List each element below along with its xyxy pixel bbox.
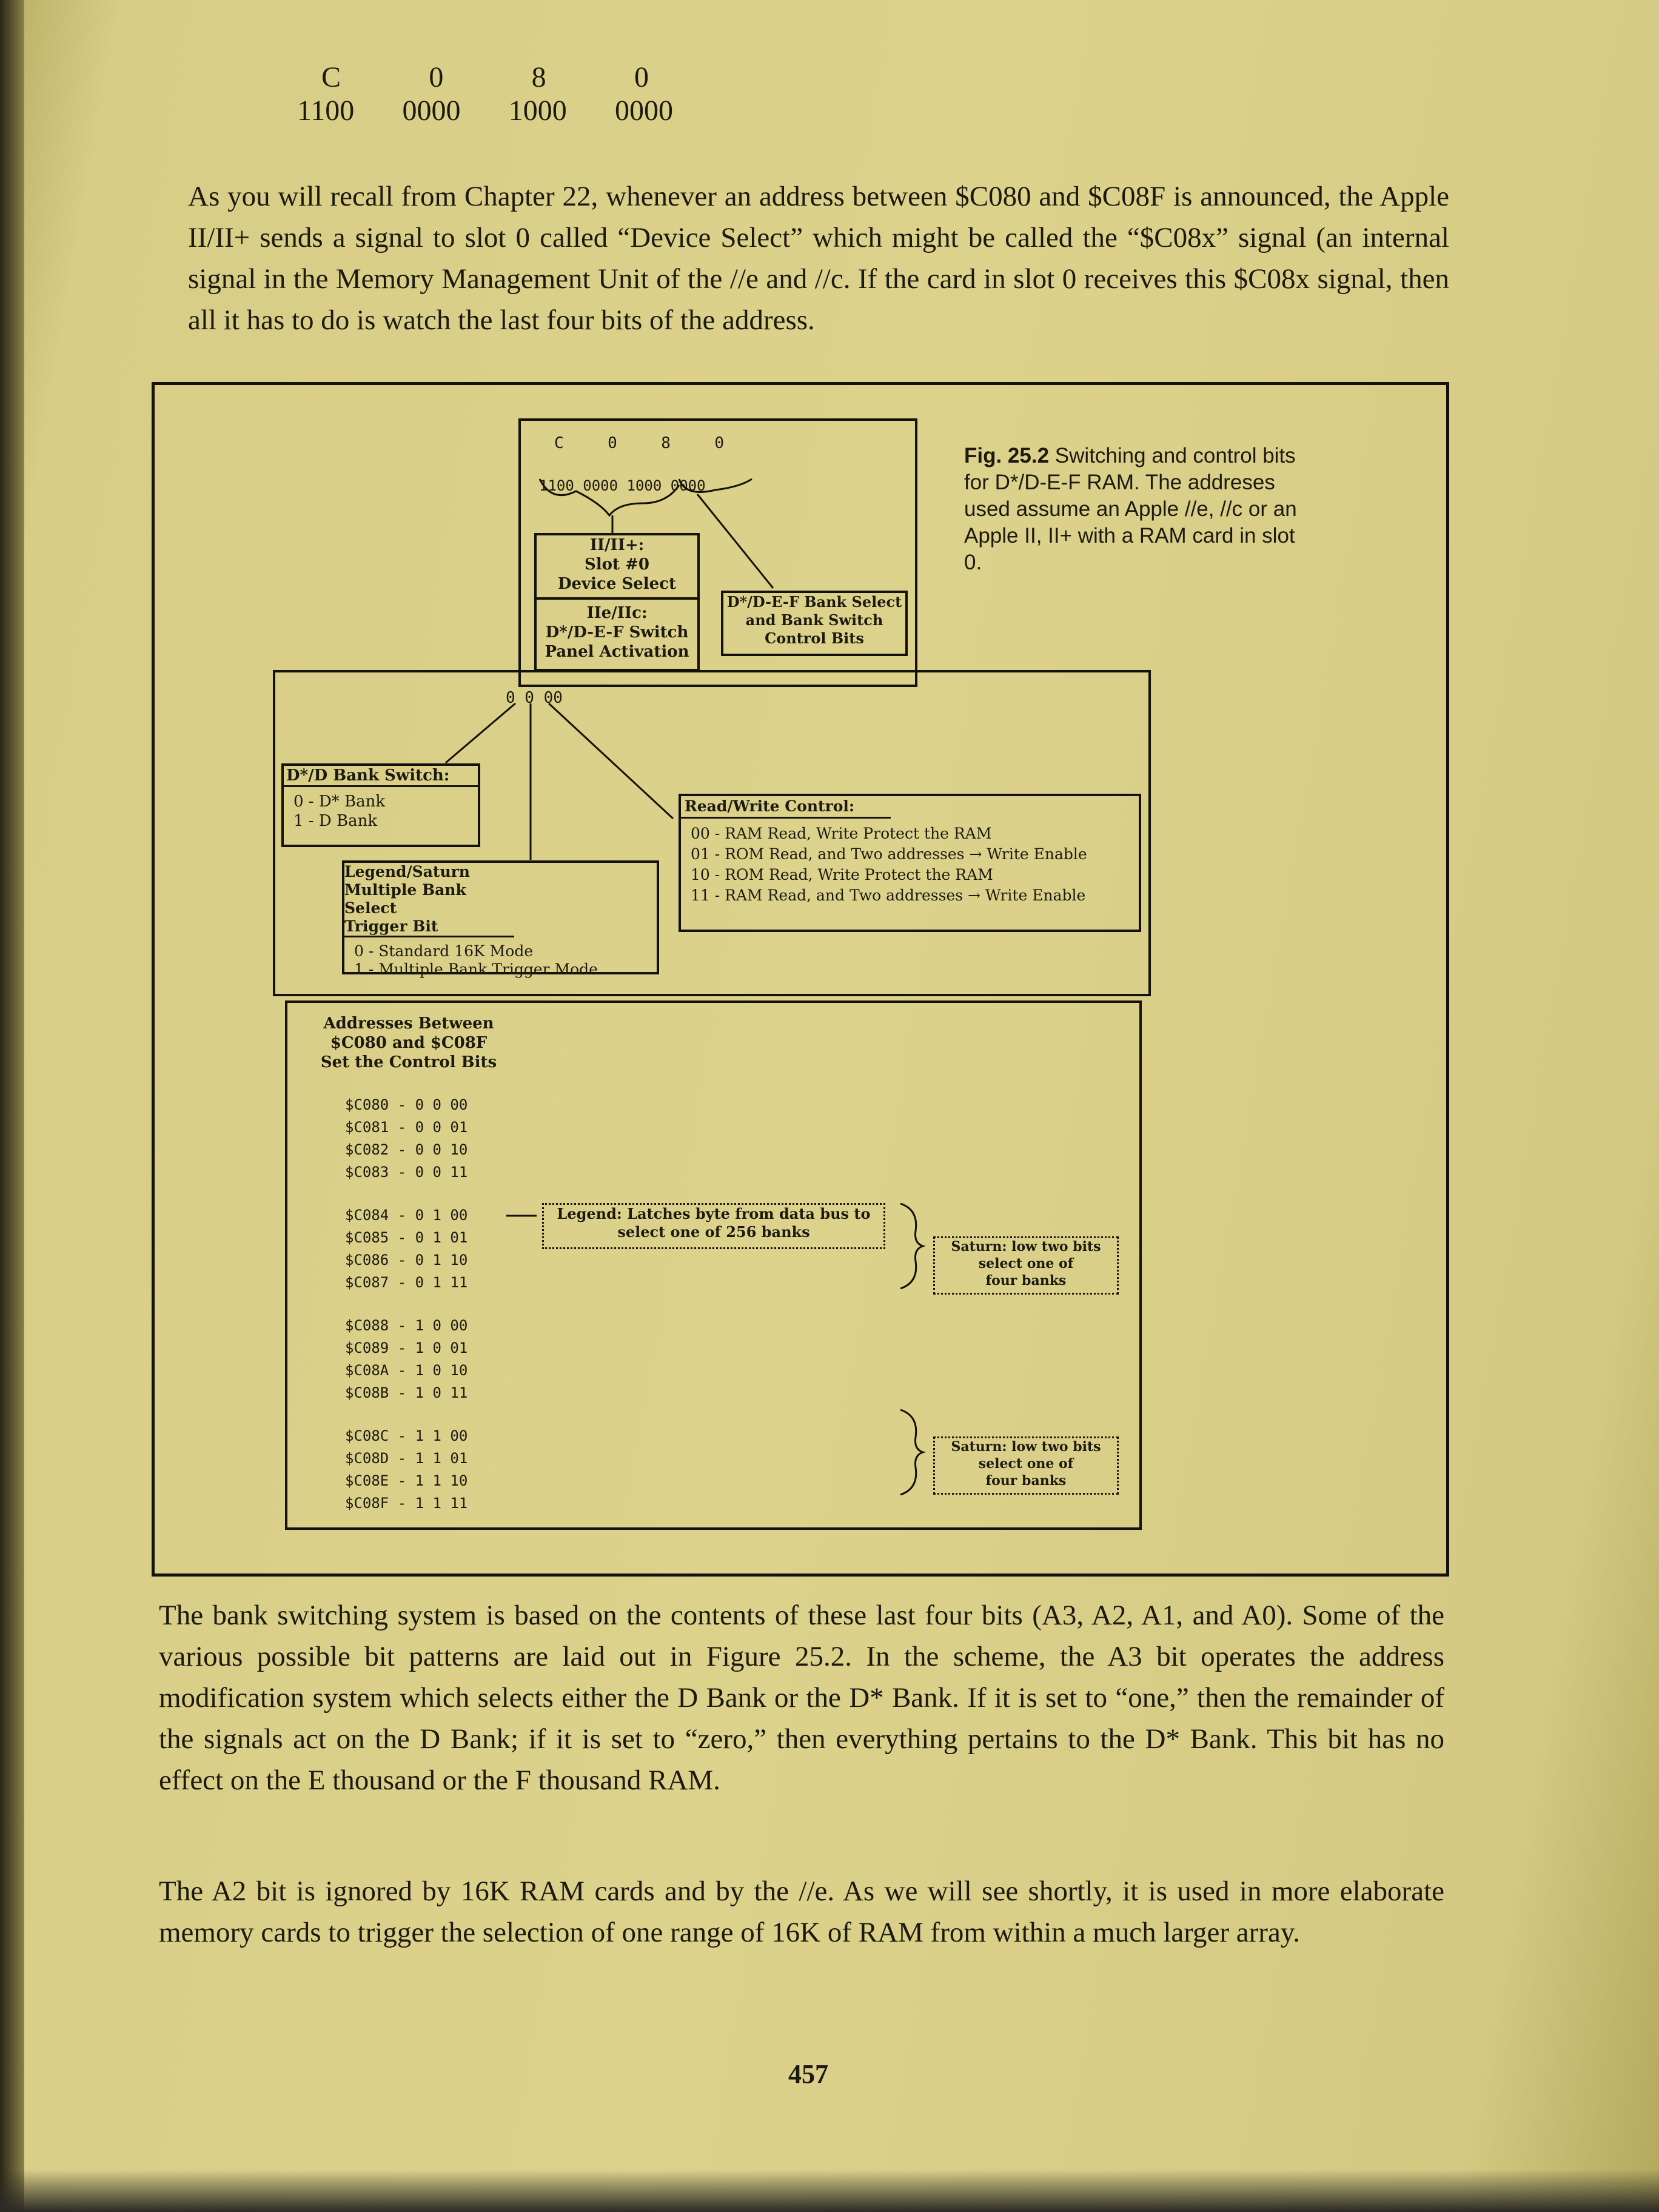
binary-nibble: 0000 bbox=[614, 95, 673, 127]
hex-letter: 8 bbox=[531, 61, 546, 93]
top-binary: 1100 0000 1000 0000 bbox=[539, 477, 706, 494]
bank-select-line: Control Bits bbox=[765, 629, 864, 647]
hex-letter: 0 bbox=[634, 61, 649, 93]
address-row: $C089 - 1 0 01 bbox=[345, 1339, 468, 1356]
paragraph-intro: As you will recall from Chapter 22, whenever an address between $C080 and $C08F is announced, the Apple II/II+ sends a signal to slot 0 called “Device Select” which might be called the “$C08x” signal (an internal signal in the Memory Management Unit of the //e and //c. If the card in slot 0 receives this $C08x signal, then all it has to do is watch the last four bits of the address. bbox=[188, 181, 1449, 336]
legend-saturn-item: 1 - Multiple Bank Trigger Mode bbox=[354, 960, 598, 978]
address-row: $C088 - 1 0 00 bbox=[345, 1317, 468, 1334]
bank-switch-title: D*/D Bank Switch: bbox=[284, 766, 478, 787]
address-row: $C085 - 0 1 01 bbox=[345, 1229, 468, 1246]
binary-nibble: 1100 bbox=[297, 95, 355, 127]
bank-switch-item: 0 - D* Bank bbox=[293, 793, 386, 811]
panel-box-line: Panel Activation bbox=[545, 643, 689, 661]
rw-control-item: 01 - ROM Read, and Two addresses → Write Enable bbox=[691, 845, 1087, 863]
rw-control-item: 11 - RAM Read, and Two addresses → Write Enable bbox=[691, 886, 1086, 904]
address-row: $C08B - 1 0 11 bbox=[345, 1384, 468, 1401]
saturn-note-line: four banks bbox=[985, 1473, 1067, 1489]
address-row: $C08A - 1 0 10 bbox=[345, 1362, 468, 1379]
bank-select-line: and Bank Switch bbox=[745, 611, 883, 629]
connector bbox=[697, 494, 773, 588]
legend-saturn-title-line: Multiple Bank Select bbox=[344, 881, 466, 917]
top-hex-letter: C bbox=[554, 434, 564, 452]
paragraph-bank-switching: The bank switching system is based on the contents of these last four bits (A3, A2, A1, and A0). Some of the various possible bit patterns are laid out in Figure 25.2. In the scheme, the A3 bit operates the address modification system which selects either the D Bank or the D* Bank. If it is set to “one,” then the remainder of the signals act on the D Bank; if it is set to “zero,” then everything pertains to the D* Bank. This bit has no effect on the E thousand or the F thousand RAM. bbox=[159, 1600, 1444, 1796]
paragraph-a2-bit: The A2 bit is ignored by 16K RAM cards and by the //e. As we will see shortly, it is used in more elaborate memory cards to trigger the selection of one range of 16K of RAM from within a much larger array. bbox=[159, 1875, 1444, 1948]
brace-saturn-2 bbox=[900, 1410, 923, 1495]
address-row: $C08F - 1 1 11 bbox=[345, 1495, 468, 1512]
page-bottom-shadow bbox=[0, 2170, 1659, 2212]
address-row: $C086 - 0 1 10 bbox=[345, 1252, 468, 1269]
address-row: $C080 - 0 0 00 bbox=[345, 1096, 468, 1113]
rw-control-item: 10 - ROM Read, Write Protect the RAM bbox=[691, 866, 993, 883]
brace-saturn-1 bbox=[900, 1204, 923, 1289]
saturn-note-line: four banks bbox=[985, 1273, 1067, 1289]
address-row: $C084 - 0 1 00 bbox=[345, 1207, 468, 1224]
caption-text: Switching and control bits for D*/D-E-F RAM. The addreses used assume an Apple //e, //c or an Apple II, II+ with a RAM card in slot 0. bbox=[964, 444, 1297, 574]
bank-switch-item: 1 - D Bank bbox=[293, 812, 378, 830]
page-number: 457 bbox=[788, 2059, 828, 2089]
connector bbox=[549, 703, 673, 819]
address-table-title-line: $C080 and $C08F bbox=[330, 1034, 488, 1052]
slot-box-line: II/II+: bbox=[589, 536, 645, 554]
top-hex-letter: 0 bbox=[608, 434, 617, 452]
brace-left bbox=[540, 479, 679, 515]
legend-saturn-title-line: Trigger Bit bbox=[344, 917, 438, 935]
legend-saturn-item: 0 - Standard 16K Mode bbox=[354, 942, 534, 960]
panel-box-line: IIe/IIc: bbox=[586, 604, 648, 622]
binary-nibble: 1000 bbox=[508, 95, 567, 127]
saturn-note-line: Saturn: low two bits bbox=[951, 1439, 1101, 1455]
rw-control-title: Read/Write Control: bbox=[681, 796, 891, 819]
saturn-note-line: select one of bbox=[978, 1456, 1074, 1472]
legend-note-line: Legend: Latches byte from data bus to bbox=[557, 1205, 871, 1222]
slot-box-line: Device Select bbox=[557, 575, 677, 593]
panel-box-line: D*/D-E-F Switch bbox=[545, 623, 689, 642]
address-row: $C08D - 1 1 01 bbox=[345, 1450, 468, 1467]
address-row: $C082 - 0 0 10 bbox=[345, 1141, 468, 1158]
binary-nibble: 0000 bbox=[402, 95, 461, 127]
hex-letter: 0 bbox=[429, 61, 444, 93]
address-row: $C081 - 0 0 01 bbox=[345, 1119, 468, 1136]
connector bbox=[446, 703, 515, 763]
top-hex-letter: 0 bbox=[714, 434, 724, 452]
caption-label: Fig. 25.2 bbox=[964, 444, 1050, 468]
address-row: $C083 - 0 0 11 bbox=[345, 1164, 468, 1181]
slot-box-line: Slot #0 bbox=[585, 555, 649, 574]
hex-letter: C bbox=[321, 61, 341, 93]
saturn-note-line: select one of bbox=[978, 1256, 1074, 1272]
bits-label: 0 0 00 bbox=[506, 689, 563, 707]
address-row: $C087 - 0 1 11 bbox=[345, 1274, 468, 1291]
top-hex-letter: 8 bbox=[661, 434, 671, 452]
address-row: $C08E - 1 1 10 bbox=[345, 1472, 468, 1489]
legend-note-line: select one of 256 banks bbox=[617, 1223, 810, 1241]
bank-select-line: D*/D-E-F Bank Select bbox=[726, 593, 902, 611]
rw-control-item: 00 - RAM Read, Write Protect the RAM bbox=[691, 825, 992, 842]
brace-right bbox=[679, 479, 752, 492]
saturn-note-line: Saturn: low two bits bbox=[951, 1239, 1101, 1255]
address-table-title-line: Addresses Between bbox=[323, 1014, 494, 1033]
address-row: $C08C - 1 1 00 bbox=[345, 1427, 468, 1444]
legend-saturn-title-line: Legend/Saturn bbox=[344, 863, 470, 880]
address-table-title-line: Set the Control Bits bbox=[320, 1053, 497, 1071]
